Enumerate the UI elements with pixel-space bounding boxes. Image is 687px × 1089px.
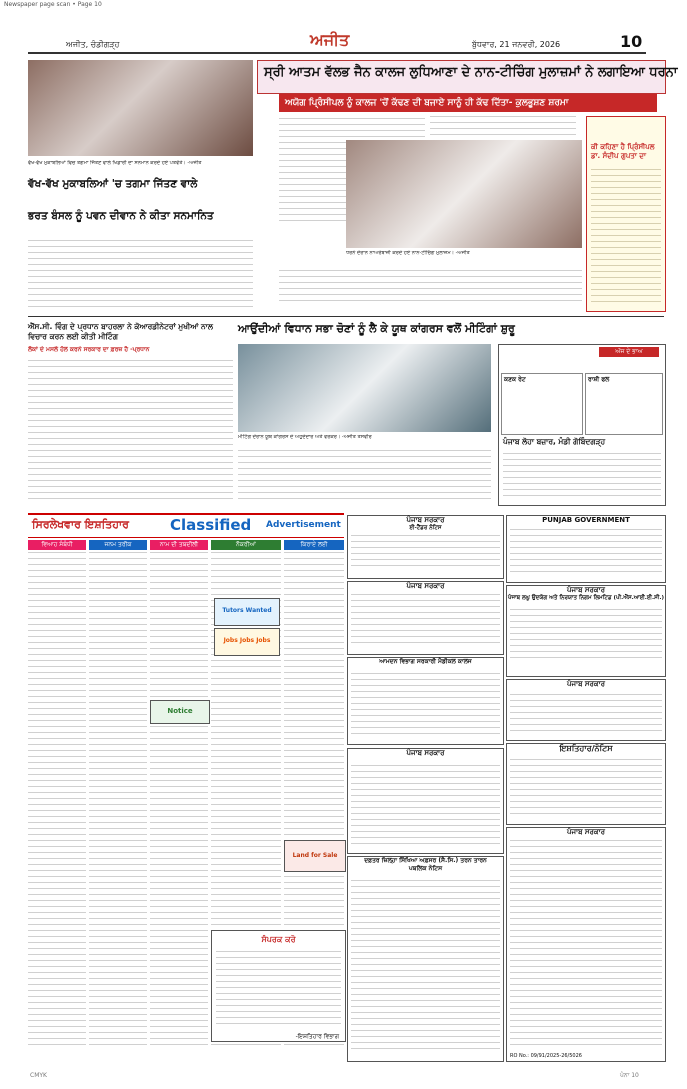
promo-land — [284, 840, 346, 872]
story1-caption: ਵੱਖ-ਵੱਖ ਮੁਕਾਬਲਿਆਂ ਵਿਚ ਤਗਮਾ ਜਿੱਤਣ ਵਾਲੇ ਖਿਡਾਰੀ ਦਾ ਸਨਮਾਨ ਕਰਦੇ ਹੋਏ ਪਤਵੰਤੇ। -ਅਜੀਤ — [28, 160, 202, 166]
story1-headline-1: ਵੱਖ-ਵੱਖ ਮੁਕਾਬਲਿਆਂ 'ਚ ਤਗਮਾ ਜਿੱਤਣ ਵਾਲੇ — [28, 178, 198, 190]
registration-bar — [0, 1072, 687, 1080]
notice-govt-3 — [347, 748, 504, 854]
divider-1 — [28, 316, 664, 317]
notice-govt-2-body — [351, 594, 500, 648]
story1-body — [28, 240, 253, 312]
classified-section-1: ਵਿਆਹ ਸੰਬੰਧੀ — [28, 540, 86, 550]
classified-contact-box — [211, 930, 346, 1042]
lead-story-sidebar-title: ਕੀ ਕਹਿਣਾ ਹੈ ਪ੍ਰਿੰਸੀਪਲ ਡਾ. ਸੰਦੀਪ ਗੁਪਤਾ ਦਾ — [591, 143, 655, 160]
story2-subhead: ਲੋਕਾਂ ਦੇ ਮਸਲੇ ਹੱਲ ਕਰਨੇ ਸਰਕਾਰ ਦਾ ਫ਼ਰਜ਼ ਹੈ -ਪ੍ਰਧਾਨ — [28, 346, 150, 353]
edition-date: ਬੁੱਧਵਾਰ, 21 ਜਨਵਰੀ, 2026 — [472, 40, 561, 49]
notice-psiec-gov: ਪੰਜਾਬ ਸਰਕਾਰ — [566, 586, 605, 594]
classified-col-2 — [89, 540, 147, 1060]
notice-district-title: ਦਫ਼ਤਰ ਜ਼ਿਲ੍ਹਾ ਸਿੱਖਿਆ ਅਫ਼ਸਰ (ਸੈ.ਸਿ.) ਤਰਨ ਤਾਰਨ — [364, 857, 487, 864]
notice-govt-2-title: ਪੰਜਾਬ ਸਰਕਾਰ — [406, 582, 445, 590]
story3-photo — [238, 344, 491, 432]
classified-section-2: ਜਨਮ ਤਰੀਕ — [89, 540, 147, 550]
notice-govt-6-title: ਪੰਜਾਬ ਸਰਕਾਰ — [566, 828, 605, 836]
market-rashi-label: ਰਾਸ਼ੀ ਫਲ — [588, 376, 610, 383]
lead-story-body-bottom — [279, 266, 582, 306]
registration-left: CMYK — [30, 1072, 47, 1079]
story1-headline-2: ਭਰਤ ਬੰਸਲ ਨੂੰ ਪਵਨ ਦੀਵਾਨ ਨੇ ਕੀਤਾ ਸਨਮਾਨਿਤ — [28, 210, 214, 222]
notice-psiec-body — [510, 605, 662, 663]
classified-section-4: ਨੌਕਰੀਆਂ — [211, 540, 281, 550]
market-title: ਅੱਜ ਦੇ ਭਾਅ — [599, 347, 659, 357]
edition-city: ਅਜੀਤ, ਚੰਡੀਗੜ੍ਹ — [66, 40, 120, 49]
scan-header: Newspaper page scan • Page 10 — [4, 1, 102, 8]
story2-body — [28, 358, 233, 504]
notice-govt-4-body — [510, 527, 662, 577]
lead-story-headline: ਸ੍ਰੀ ਆਤਮ ਵੱਲਭ ਜੈਨ ਕਾਲਜ ਲੁਧਿਆਣਾ ਦੇ ਨਾਨ-ਟੀਚਿੰਗ ਮੁਲਾਜ਼ਮਾਂ ਨੇ ਲਗਾਇਆ ਧਰਨਾ — [264, 65, 678, 80]
story3-body — [238, 446, 491, 504]
registration-right: ਪੰਨਾ 10 — [620, 1072, 639, 1079]
market-wheat-label: ਕਣਕ ਰੇਟ — [504, 376, 526, 383]
classified-col-2-body — [89, 550, 147, 1050]
page-number: 10 — [620, 32, 643, 51]
promo-tutors-label: Tutors Wanted — [222, 607, 272, 614]
notice-psiec-title: ਪੰਜਾਬ ਲਘੂ ਉਦਯੋਗ ਅਤੇ ਨਿਰਯਾਤ ਨਿਗਮ ਲਿਮਟਿਡ (ਪੀ.ਐੱਸ.ਆਈ.ਈ.ਸੀ.) — [507, 595, 665, 601]
notice-hospital-title: ਆਮਦਨ ਵਿਭਾਗ ਸਰਕਾਰੀ ਮੈਡੀਕਲ ਕਾਲਜ — [379, 658, 472, 665]
notice-govt-4-title: PUNJAB GOVERNMENT — [542, 516, 630, 524]
classified-title: Classified — [170, 516, 252, 534]
market-heading: ਪੰਜਾਬ ਲੋਹਾ ਬਜ਼ਾਰ, ਮੰਡੀ ਗੋਬਿੰਦਗੜ੍ਹ — [503, 437, 606, 446]
lead-story-sidebar-body — [591, 167, 661, 307]
promo-jobs-label: Jobs Jobs Jobs — [223, 637, 271, 644]
lead-story-sidebar — [586, 116, 666, 312]
notice-govt-1-title: ਪੰਜਾਬ ਸਰਕਾਰ — [406, 516, 445, 524]
notice-govt-5-body — [510, 692, 662, 736]
promo-notice-label: Notice — [167, 707, 193, 715]
notice-govt-5 — [506, 679, 666, 741]
lead-story-caption: ਧਰਨੇ ਦੌਰਾਨ ਨਾਅਰੇਬਾਜ਼ੀ ਕਰਦੇ ਹੋਏ ਨਾਨ-ਟੀਚਿੰਗ ਮੁਲਾਜ਼ਮ। -ਅਜੀਤ — [346, 250, 470, 256]
story3-headline: ਆਉਂਦੀਆਂ ਵਿਧਾਨ ਸਭਾ ਚੋਣਾਂ ਨੂੰ ਲੈ ਕੇ ਯੂਥ ਕਾਂਗਰਸ ਵਲੋਂ ਮੀਟਿੰਗਾਂ ਸ਼ੁਰੂ — [238, 322, 515, 335]
masthead-title: ਅਜੀਤ — [310, 30, 350, 49]
classified-subtitle: Advertisement — [266, 520, 341, 530]
lead-story-subhead: ਅਯੋਗ ਪ੍ਰਿੰਸੀਪਲ ਨੂੰ ਕਾਲਜ 'ਚੋਂ ਕੱਢਣ ਦੀ ਬਜਾਏ ਸਾਨੂੰ ਹੀ ਕੱਢ ਦਿੱਤਾ- ਕੁਲਭੂਸ਼ਣ ਸ਼ਰਮਾ — [279, 94, 657, 112]
classified-col-3-body — [150, 550, 208, 1050]
classified-col-3 — [150, 540, 208, 1060]
story3-caption: ਮੀਟਿੰਗ ਦੌਰਾਨ ਯੂਥ ਕਾਂਗਰਸ ਦੇ ਅਹੁਦੇਦਾਰ ਅਤੇ ਵਰਕਰ। -ਅਜੀਤ ਤਸਵੀਰ — [238, 434, 372, 440]
lead-story-headline-box — [257, 60, 678, 94]
promo-jobs — [214, 628, 280, 656]
notice-public — [506, 743, 666, 825]
story1-photo — [28, 60, 253, 156]
notice-govt-1-sub: ਈ-ਟੈਂਡਰ ਨੋਟਿਸ — [409, 525, 442, 531]
classified-section-3: ਨਾਮ ਦੀ ਤਬਦੀਲੀ — [150, 540, 208, 550]
notice-public-title: ਇਸ਼ਤਿਹਾਰ/ਨੋਟਿਸ — [559, 744, 613, 753]
notice-govt-5-title: ਪੰਜਾਬ ਸਰਕਾਰ — [566, 680, 605, 688]
market-box — [498, 344, 666, 506]
notice-govt-4 — [506, 515, 666, 583]
story2-headline: ਐੱਸ.ਸੀ. ਵਿੰਗ ਦੇ ਪ੍ਰਧਾਨ ਬਾਹਰਲਾ ਨੇ ਕੋਆਰਡੀਨੇਟਰਾਂ ਮੁਖੀਆਂ ਨਾਲ ਵਿਚਾਰ ਕਰਨ ਲਈ ਕੀਤੀ ਮੀਟਿੰਗ — [28, 322, 213, 341]
notice-public-body — [510, 757, 662, 819]
notice-ro-number: RO No.: 09/91/2025-26/5026 — [510, 1053, 582, 1059]
promo-notice — [150, 700, 210, 724]
notice-hospital-body — [351, 669, 500, 739]
notice-district-sub: ਪਬਲਿਕ ਨੋਟਿਸ — [408, 865, 443, 872]
notice-hospital — [347, 657, 504, 745]
classified-header — [28, 513, 344, 538]
market-wheat-box — [501, 373, 583, 435]
lead-story-photo — [346, 140, 582, 248]
notice-govt-3-title: ਪੰਜਾਬ ਸਰਕਾਰ — [406, 749, 445, 757]
classified-contact-body — [216, 949, 341, 1029]
market-body — [503, 451, 661, 501]
classified-col-1-body — [28, 550, 86, 1050]
promo-land-label: Land for Sale — [292, 852, 338, 859]
notice-govt-1-body — [351, 535, 500, 571]
classified-col-1 — [28, 540, 86, 1060]
notice-govt-6-body — [510, 840, 662, 1050]
promo-tutors — [214, 598, 280, 626]
classified-punjabi-title: ਸਿਰਲੇਖਵਾਰ ਇਸ਼ਤਿਹਾਰ — [32, 518, 129, 531]
notice-govt-3-body — [351, 761, 500, 849]
notice-district — [347, 856, 504, 1062]
classified-section-5: ਕਿਰਾਏ ਲਈ — [284, 540, 344, 550]
market-rashi-box — [585, 373, 663, 435]
notice-psiec — [506, 585, 666, 677]
notice-govt-2 — [347, 581, 504, 655]
classified-contact-name: -ਇਸ਼ਤਿਹਾਰ ਵਿਭਾਗ — [295, 1033, 339, 1040]
lead-story-body-mid — [430, 116, 576, 140]
notice-district-body — [351, 876, 500, 1054]
classified-contact-title: ਸੰਪਰਕ ਕਰੋ — [261, 935, 296, 944]
notice-govt-1 — [347, 515, 504, 579]
notice-govt-6 — [506, 827, 666, 1062]
